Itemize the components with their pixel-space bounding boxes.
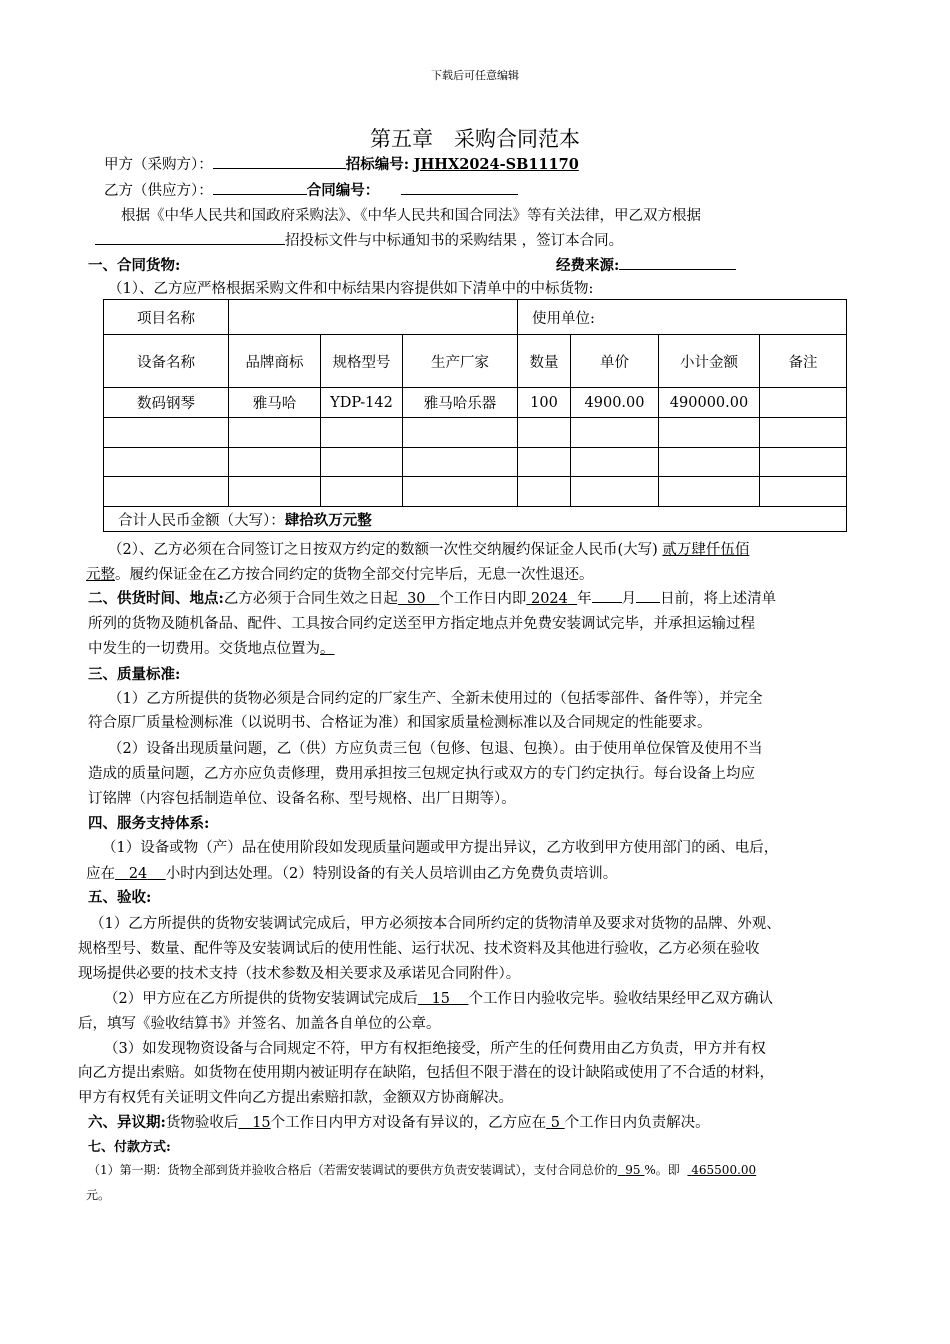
table-cell [518, 448, 571, 477]
table-cell: 490000.00 [659, 388, 760, 418]
table-cell [659, 448, 760, 477]
payment-amount-value: 465500.00 [691, 1163, 757, 1177]
funding-line [556, 254, 736, 275]
deposit-amount-end: 元整 [86, 567, 115, 583]
s4-text-b: 小时内到达处理。（2）特别设备的有关人员培训由乙方免费负责培训。 [165, 866, 618, 882]
table-cell [104, 448, 229, 477]
project-name-label: 项目名称 [104, 300, 229, 335]
table-cell [571, 448, 659, 477]
table-cell [229, 418, 321, 448]
contract-no-label: 合同编号： [306, 182, 380, 199]
s6-title: 六、异议期: [88, 1114, 166, 1131]
goods-table [103, 299, 847, 532]
resolve-days-value: 5 [550, 1115, 560, 1131]
user-unit-label: 使用单位: [518, 300, 847, 335]
s1-p1: （1）、乙方应严格根据采购文件和中标结果内容提供如下清单中的中标货物: [108, 281, 594, 297]
table-cell [760, 448, 847, 477]
s6-text-a: 货物验收后 [165, 1115, 239, 1131]
response-hours [115, 866, 166, 882]
delivery-days-value: 30 [407, 591, 426, 607]
s2-line-3 [88, 637, 335, 658]
table-cell [229, 448, 321, 477]
funding-label: 经费来源: [556, 257, 620, 274]
s5-p2-line-1 [104, 987, 773, 1008]
table-cell [518, 477, 571, 507]
intro-2-text: 招投标文件与中标通知书的采购结果 ，签订本合同。 [285, 233, 624, 249]
s1-p2-text: （2）、乙方必须在合同签订之日按双方约定的数额一次性交纳履约保证金人民币(大写) [108, 542, 658, 558]
resolve-days [546, 1115, 564, 1131]
s5-title: 五、验收: [88, 889, 152, 906]
col-header: 单价 [571, 335, 659, 388]
table-cell [760, 388, 847, 418]
col-header: 数量 [518, 335, 571, 388]
delivery-days [398, 591, 440, 607]
funding-blank [619, 254, 736, 270]
table-cell [571, 477, 659, 507]
table-cell [403, 448, 518, 477]
s3-p2-line-1: （2）设备出现质量问题，乙（供）方应负责三包（包修、包退、包换）。由于使用单位保管及使用不当 [108, 741, 763, 757]
s4-line-2 [86, 862, 617, 883]
s4-text-a: 应在 [86, 866, 115, 882]
table-cell [403, 418, 518, 448]
project-name-value [229, 300, 518, 335]
s5-p3-line-1: （3）如发现物资设备与合同规定不符，甲方有权拒绝接受，所产生的任何费用由乙方负责，甲方并有权 [104, 1041, 766, 1057]
col-header: 设备名称 [104, 335, 229, 388]
party-b-line [104, 179, 518, 200]
s6-text-c: 个工作日内负责解决。 [564, 1115, 710, 1131]
intro-blank [95, 229, 285, 245]
col-header: 备注 [760, 335, 847, 388]
table-cell [321, 477, 403, 507]
table-cell [571, 418, 659, 448]
s5-p2-text-a: （2）甲方应在乙方所提供的货物安装调试完成后 [104, 991, 418, 1007]
s2-year-unit: 年 [577, 591, 592, 607]
payment-percent [618, 1163, 645, 1177]
s7-text-b: %。即 [644, 1163, 680, 1177]
table-cell [321, 418, 403, 448]
s7-text-a: （1）第一期：货物全部到货并验收合格后（若需安装调试的要供方负责安装调试），支付合同总价的 [88, 1163, 618, 1177]
col-header: 品牌商标 [229, 335, 321, 388]
table-cell [518, 418, 571, 448]
table-cell: 4900.00 [571, 388, 659, 418]
objection-days [238, 1115, 270, 1131]
delivery-year-value: 2024 [530, 591, 568, 607]
table-cell [321, 448, 403, 477]
s3-p2-line-2: 造成的质量问题，乙方亦应负责修理，费用承担按三包规定执行或双方的专门约定执行。每台设备上均应 [88, 766, 755, 782]
table-cell [104, 477, 229, 507]
page-title: 第五章 采购合同范本 [370, 127, 580, 151]
payment-percent-value: 95 [625, 1163, 641, 1177]
table-cell: 数码钢琴 [104, 388, 229, 418]
header-note: 下载后可任意编辑 [431, 69, 519, 82]
response-hours-value: 24 [128, 866, 148, 882]
table-cell [104, 418, 229, 448]
contract-no-blank [401, 179, 518, 195]
s5-p2-line-2: 后，填写《验收结算书》并签名、加盖各自单位的公章。 [78, 1016, 441, 1032]
s4-line-1: （1）设备或物（产）品在使用阶段如发现质量问题或甲方提出异议，乙方收到甲方使用部门的函、电后， [102, 840, 779, 856]
intro-line-1: 根据《中华人民共和国政府采购法》、《中华人民共和国合同法》等有关法律，甲乙双方根据 [121, 208, 701, 224]
month-blank [592, 587, 622, 603]
table-row [104, 448, 847, 477]
table-row [104, 418, 847, 448]
s7-line-1 [88, 1161, 756, 1178]
s5-p1-line-2: 规格型号、数量、配件等及安装调试后的使用性能、运行状况、技术资料及其他进行验收，乙方必须在验收 [78, 941, 760, 957]
s2-line-3-text: 中发生的一切费用。交货地点位置为 [88, 641, 320, 657]
table-cell [760, 418, 847, 448]
s3-p1-line-2: 符合原厂质量检测标准（以说明书、合格证为准）和国家质量检测标准以及合同规定的性能要求。 [88, 715, 712, 731]
deposit-amount: 贰万肆仟伍佰 [662, 542, 750, 558]
s1-title: 一、合同货物: [88, 257, 181, 274]
s1-p2-text-b: 。履约保证金在乙方按合同约定的货物全部交付完毕后，无息一次性退还。 [115, 567, 594, 583]
table-cell: 雅马哈乐器 [403, 388, 518, 418]
s5-p3-line-3: 甲方有权凭有关证明文件向乙方提出索赔扣款，金额双方协商解决。 [78, 1090, 513, 1106]
acceptance-days [418, 991, 469, 1007]
table-cell: YDP-142 [321, 388, 403, 418]
party-a-blank [213, 153, 346, 169]
table-cell [760, 477, 847, 507]
s5-p1-line-3: 现场提供必要的技术支持（技术参数及相关要求及承诺见合同附件）。 [78, 966, 521, 982]
table-cell [659, 477, 760, 507]
party-b-blank [213, 179, 307, 195]
s2-line-1 [88, 587, 776, 608]
table-cell: 雅马哈 [229, 388, 321, 418]
s1-p2-line-2 [86, 563, 594, 584]
total-row [104, 507, 847, 532]
party-b-label: 乙方（供应方）： [104, 183, 213, 199]
col-header: 规格型号 [321, 335, 403, 388]
delivery-year [526, 591, 577, 607]
intro-line-2 [95, 229, 623, 250]
s2-text-e: 日前，将上述清单 [660, 591, 777, 607]
total-value: 肆拾玖万元整 [284, 511, 372, 529]
s4-title: 四、服务支持体系: [88, 815, 210, 832]
s2-month-unit: 月 [621, 591, 637, 607]
party-a-line [104, 153, 579, 174]
s7-line-2: 元。 [86, 1188, 111, 1202]
table-cell [229, 477, 321, 507]
s2-line-2: 所列的货物及随机备品、配件、工具按合同约定送至甲方指定地点并免费安装调试完毕，并承担运输过程 [88, 616, 755, 632]
s1-p2-line-1 [108, 538, 749, 559]
table-cell [403, 477, 518, 507]
s5-p1-line-1: （1）乙方所提供的货物安装调试完成后，甲方必须按本合同所约定的货物清单及要求对货物的品牌、外观、 [90, 916, 781, 932]
s2-text-b: 个工作日内即 [439, 591, 527, 607]
table-row [104, 477, 847, 507]
table-cell: 100 [518, 388, 571, 418]
s2-title: 二、供货时间、地点: [88, 590, 224, 607]
s2-text-a: 乙方必须于合同生效之日起 [223, 591, 398, 607]
s5-p3-line-2: 向乙方提出索赔。如货物在使用期内被证明存在缺陷，包括但不限于潜在的设计缺陷或使用了不合适的材料， [78, 1065, 774, 1081]
day-blank [636, 587, 660, 603]
table-cell [659, 418, 760, 448]
table-row [104, 388, 847, 418]
total-label: 合计人民币金额（大写）： [118, 512, 285, 529]
s3-p1-line-1: （1）乙方所提供的货物必须是合同约定的厂家生产、全新未使用过的（包括零部件、备件等），并完全 [108, 691, 763, 707]
s3-title: 三、质量标准: [88, 666, 181, 683]
delivery-location: 。 [320, 641, 335, 657]
s7-title: 七、付款方式: [88, 1140, 171, 1155]
bid-no-label: 招标编号: [345, 156, 410, 173]
s5-p2-text-b: 个工作日内验收完毕。验收结果经甲乙双方确认 [468, 991, 773, 1007]
objection-days-value: 15 [252, 1115, 271, 1131]
col-header: 生产厂家 [403, 335, 518, 388]
s6-text-b: 个工作日内甲方对设备有异议的，乙方应在 [270, 1115, 547, 1131]
acceptance-days-value: 15 [431, 991, 451, 1007]
payment-amount [687, 1163, 756, 1177]
s3-p2-line-3: 订铭牌（内容包括制造单位、设备名称、型号规格、出厂日期等）。 [88, 791, 516, 807]
bid-no: JHHX2024-SB11170 [413, 156, 579, 173]
s6-line [88, 1111, 710, 1132]
party-a-label: 甲方（采购方）： [104, 157, 213, 173]
col-header: 小计金额 [659, 335, 760, 388]
